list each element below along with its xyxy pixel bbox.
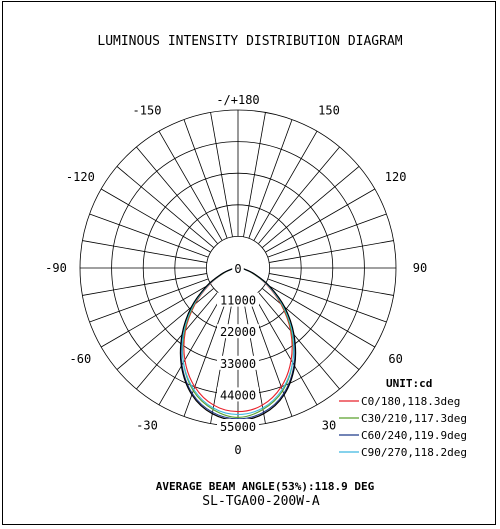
angle-label: 120 — [384, 170, 407, 184]
angle-label: -150 — [132, 103, 162, 118]
radial-tick-label: 44000 — [219, 388, 257, 403]
legend-label-2: C60/240,119.9deg — [361, 429, 467, 442]
angle-label: 90 — [412, 261, 428, 275]
unit-label: UNIT:cd — [386, 377, 433, 390]
chart-title: LUMINOUS INTENSITY DISTRIBUTION DIAGRAM — [97, 34, 403, 49]
angle-label: -30 — [136, 418, 158, 433]
grid-spoke — [211, 112, 233, 236]
angle-label: -90 — [45, 261, 67, 275]
model-name: SL-TGA00-200W-A — [202, 494, 320, 509]
polar-chart — [3, 2, 497, 526]
grid-spoke — [268, 214, 386, 257]
grid-spoke — [270, 274, 394, 296]
angle-label: 150 — [318, 103, 340, 118]
radial-tick-label: 33000 — [219, 356, 257, 371]
angle-label: 0 — [234, 443, 242, 457]
beam-angle-text: AVERAGE BEAM ANGLE(53%):118.9 DEG — [155, 480, 375, 493]
legend-label-3: C90/270,118.2deg — [361, 446, 467, 459]
grid-spoke — [184, 120, 227, 238]
radial-tick-label: 55000 — [219, 420, 257, 434]
grid-spoke — [249, 120, 292, 238]
grid-spoke — [244, 112, 266, 236]
legend-label-0: C0/180,118.3deg — [361, 395, 461, 408]
grid-spoke — [82, 274, 206, 296]
chart-frame — [2, 1, 496, 525]
legend-label-1: C30/210,117.3deg — [361, 412, 467, 425]
angle-label: -120 — [65, 170, 95, 184]
angle-label: 30 — [321, 418, 337, 433]
grid-spoke — [90, 214, 208, 257]
angle-label: -60 — [69, 352, 92, 366]
radial-tick-label: 22000 — [219, 325, 257, 340]
radial-tick-label: 11000 — [219, 293, 257, 308]
radial-tick-label: 0 — [234, 262, 242, 276]
grid-spoke — [82, 241, 206, 263]
angle-label: -/+180 — [216, 93, 260, 107]
grid-spoke — [270, 241, 394, 263]
angle-label: 60 — [388, 352, 403, 366]
